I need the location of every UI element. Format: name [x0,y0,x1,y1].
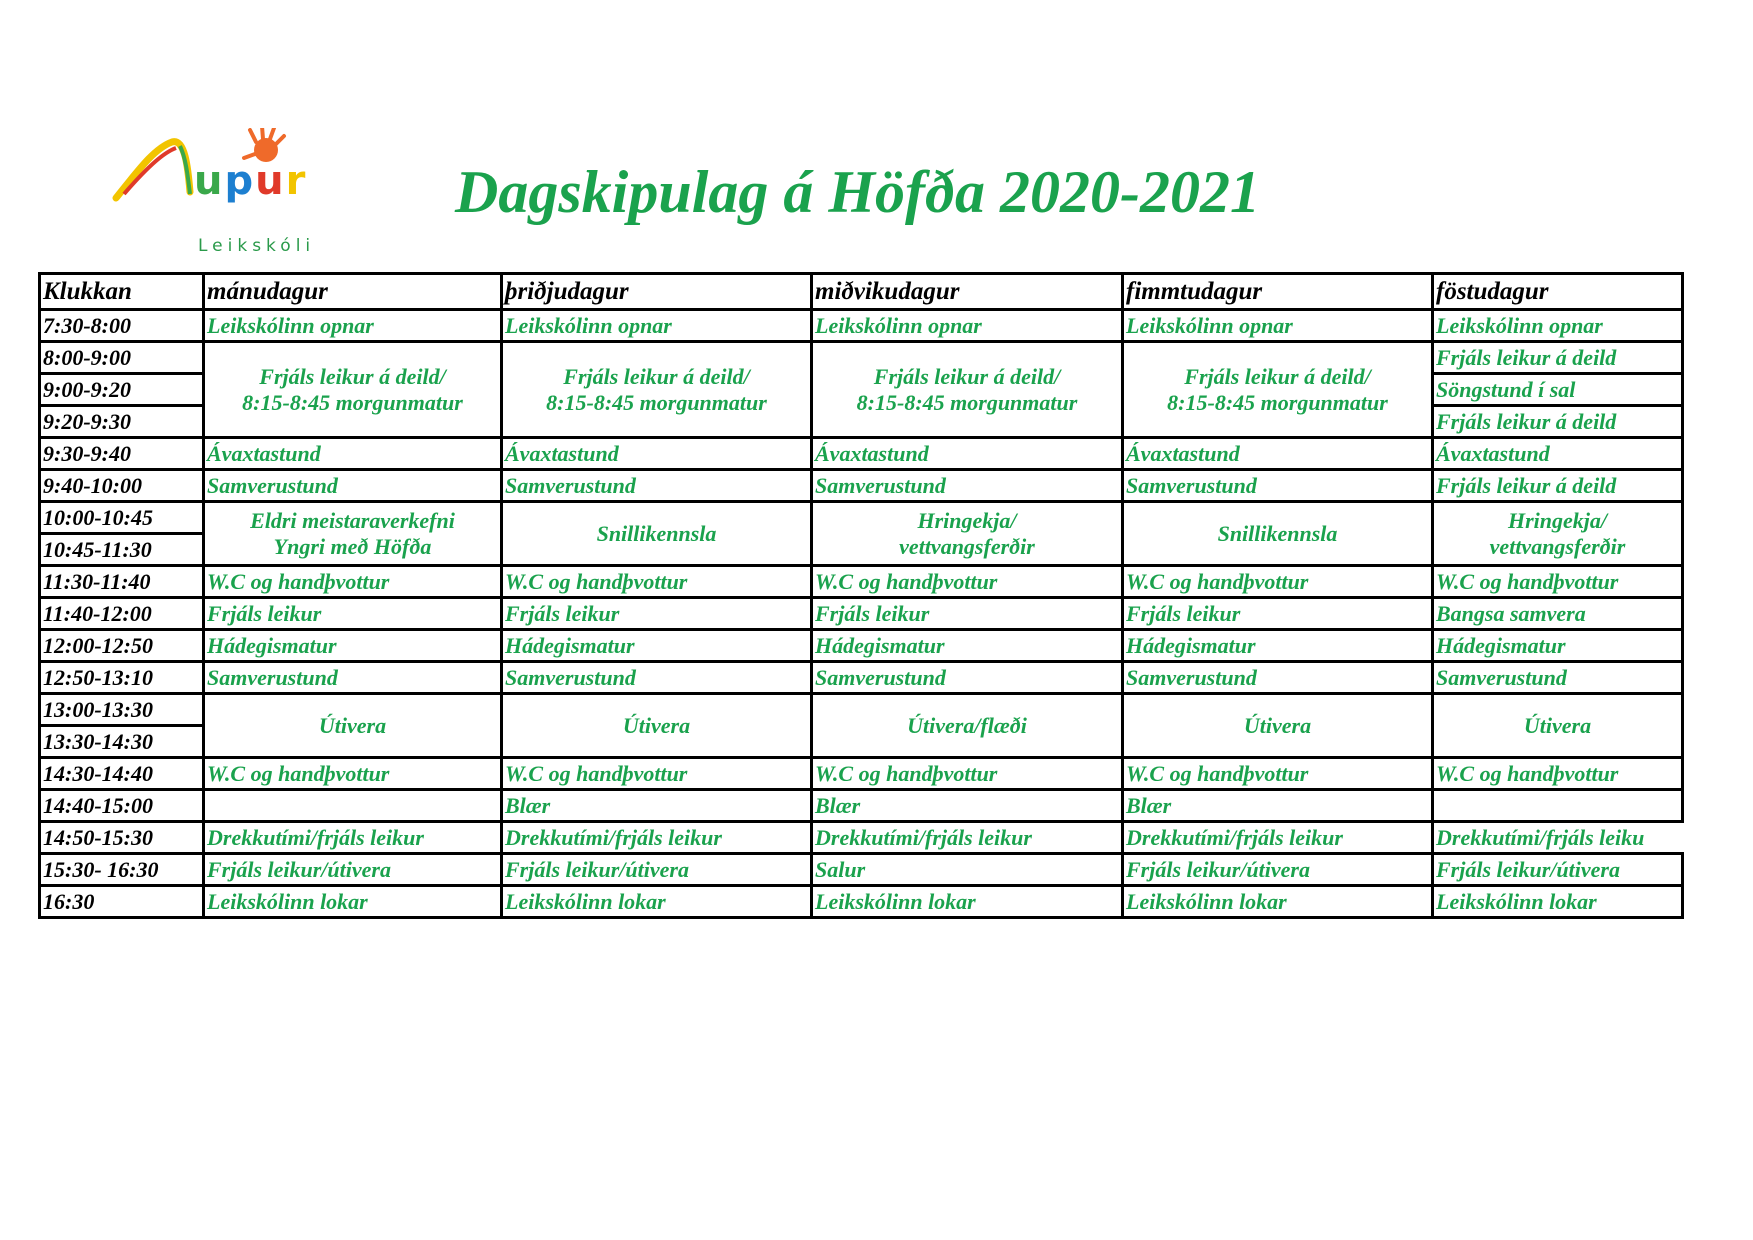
schedule-cell: Ávaxtastund [502,438,812,470]
schedule-cell: W.C og handþvottur [502,566,812,598]
schedule-cell: Samverustund [204,470,502,502]
schedule-cell: Hádegismatur [1433,630,1683,662]
schedule-cell: Leikskólinn opnar [812,310,1123,342]
schedule-cell: Snillikennsla [502,502,812,566]
schedule-cell: Samverustund [502,662,812,694]
logo-letters: upur [194,158,308,204]
logo-subtitle: Leikskóli [198,236,316,256]
cell-line: Frjáls leikur á deild/ [563,363,750,389]
schedule-cell: Leikskólinn lokar [1433,886,1683,918]
schedule-cell: Ávaxtastund [1433,438,1683,470]
schedule-cell: Leikskólinn opnar [1123,310,1433,342]
table-row [40,310,1683,342]
schedule-cell: Samverustund [502,470,812,502]
schedule-cell: Frjáls leikur/útivera [1433,854,1683,886]
time-cell: 11:40-12:00 [40,598,204,630]
table-row [40,630,1683,662]
schedule-cell: Frjáls leikur/útivera [1123,854,1433,886]
schedule-cell: Drekkutími/frjáls leikur [812,822,1123,854]
schedule-cell: Útivera/flæði [812,694,1123,758]
cell-line: Yngri með Höfða [273,533,432,559]
schedule-cell: Frjáls leikur/útivera [204,854,502,886]
schedule-cell: Leikskólinn opnar [204,310,502,342]
schedule-cell: Leikskólinn opnar [1433,310,1683,342]
schedule-cell: Söngstund í sal [1433,374,1683,406]
time-cell: 10:45-11:30 [40,534,204,566]
time-cell: 9:00-9:20 [40,374,204,406]
schedule-cell [812,502,1123,566]
schedule-cell: Frjáls leikur [204,598,502,630]
schedule-cell: Blær [502,790,812,822]
cell-line: Frjáls leikur á deild/ [873,363,1061,389]
cell-line: Hringekja/ [917,507,1017,533]
schedule-cell: Samverustund [812,470,1123,502]
schedule-cell: Drekkutími/frjáls leiku [1433,822,1683,854]
schedule-cell [812,342,1123,438]
table-row [40,854,1683,886]
time-cell: 9:40-10:00 [40,470,204,502]
table-row [40,662,1683,694]
table-row [40,598,1683,630]
time-cell: 14:40-15:00 [40,790,204,822]
schedule-cell: Ávaxtastund [1123,438,1433,470]
table-row [40,886,1683,918]
schedule-cell: Samverustund [1433,662,1683,694]
time-cell: 16:30 [40,886,204,918]
schedule-cell: W.C og handþvottur [812,758,1123,790]
schedule-cell: Blær [1123,790,1433,822]
schedule-cell: Samverustund [1123,662,1433,694]
schedule-cell: W.C og handþvottur [1123,758,1433,790]
header-tuesday: þriðjudagur [502,274,812,310]
schedule-cell: W.C og handþvottur [502,758,812,790]
schedule-cell: Hádegismatur [1123,630,1433,662]
schedule-cell: Snillikennsla [1123,502,1433,566]
table-row [40,822,1683,854]
table-row [40,438,1683,470]
schedule-cell: W.C og handþvottur [812,566,1123,598]
schedule-cell: Drekkutími/frjáls leikur [204,822,502,854]
schedule-cell: Salur [812,854,1123,886]
cell-line: vettvangsferðir [899,533,1035,559]
cell-line: vettvangsferðir [1489,533,1626,559]
schedule-cell: W.C og handþvottur [204,566,502,598]
schedule-cell [204,502,502,566]
schedule-cell: Útivera [204,694,502,758]
cell-line: Eldri meistaraverkefni [250,507,455,533]
time-cell: 14:50-15:30 [40,822,204,854]
schedule-cell [1123,342,1433,438]
header-row [40,274,1683,310]
schedule-cell: W.C og handþvottur [1123,566,1433,598]
schedule-cell: Drekkutími/frjáls leikur [1123,822,1433,854]
schedule-cell: Frjáls leikur á deild [1433,470,1683,502]
schedule-cell: Frjáls leikur [812,598,1123,630]
time-cell: 14:30-14:40 [40,758,204,790]
schedule-cell: W.C og handþvottur [204,758,502,790]
time-cell: 12:00-12:50 [40,630,204,662]
schedule-cell [1433,502,1683,566]
header-time: Klukkan [40,274,204,310]
schedule-cell [204,342,502,438]
time-cell: 13:00-13:30 [40,694,204,726]
header-wednesday: miðvikudagur [812,274,1123,310]
table-row [40,694,1683,726]
schedule-cell: Leikskólinn lokar [502,886,812,918]
header-thursday: fimmtudagur [1123,274,1433,310]
schedule-cell: Hádegismatur [812,630,1123,662]
schedule-cell: Drekkutími/frjáls leikur [502,822,812,854]
table-row [40,790,1683,822]
schedule-cell: Samverustund [1123,470,1433,502]
cell-line: 8:15-8:45 morgunmatur [242,389,463,415]
schedule-cell: Frjáls leikur [502,598,812,630]
page-title: Dagskipulag á Höfða 2020-2021 [455,159,1261,225]
time-cell: 8:00-9:00 [40,342,204,374]
time-cell: 7:30-8:00 [40,310,204,342]
cell-line: 8:15-8:45 morgunmatur [856,389,1078,415]
schedule-cell: Leikskólinn opnar [502,310,812,342]
cell-line: 8:15-8:45 morgunmatur [1167,389,1388,415]
time-cell: 9:20-9:30 [40,406,204,438]
schedule-cell: W.C og handþvottur [1433,566,1683,598]
schedule-cell: Frjáls leikur á deild [1433,342,1683,374]
cell-line: 8:15-8:45 morgunmatur [546,389,767,415]
time-cell: 10:00-10:45 [40,502,204,534]
schedule-cell: Leikskólinn lokar [812,886,1123,918]
schedule-table [38,272,1684,919]
time-cell: 13:30-14:30 [40,726,204,758]
time-cell: 15:30- 16:30 [40,854,204,886]
cell-line: Frjáls leikur á deild/ [1184,363,1371,389]
schedule-cell-empty [204,790,502,822]
table-row [40,470,1683,502]
schedule-cell-empty [1433,790,1683,822]
schedule-cell: Útivera [502,694,812,758]
header-friday: föstudagur [1433,274,1683,310]
cell-line: Frjáls leikur á deild/ [259,363,446,389]
schedule-cell: Frjáls leikur [1123,598,1433,630]
schedule-cell: Hádegismatur [502,630,812,662]
table-row [40,502,1683,534]
table-row [40,566,1683,598]
schedule-cell [502,342,812,438]
schedule-cell: Frjáls leikur á deild [1433,406,1683,438]
table-row [40,758,1683,790]
schedule-cell: Leikskólinn lokar [204,886,502,918]
schedule-cell: Útivera [1433,694,1683,758]
table-row [40,342,1683,374]
schedule-cell: Samverustund [812,662,1123,694]
hand-icon [244,128,284,162]
schedule-cell: Blær [812,790,1123,822]
schedule-cell: W.C og handþvottur [1433,758,1683,790]
time-cell: 12:50-13:10 [40,662,204,694]
schedule-cell: Ávaxtastund [204,438,502,470]
header-monday: mánudagur [204,274,502,310]
schedule-cell: Leikskólinn lokar [1123,886,1433,918]
schedule-cell: Samverustund [204,662,502,694]
schedule-cell: Bangsa samvera [1433,598,1683,630]
cell-line: Hringekja/ [1507,507,1607,533]
time-cell: 11:30-11:40 [40,566,204,598]
schedule-cell: Ávaxtastund [812,438,1123,470]
schedule-cell: Hádegismatur [204,630,502,662]
schedule-cell: Útivera [1123,694,1433,758]
time-cell: 9:30-9:40 [40,438,204,470]
schedule-cell: Frjáls leikur/útivera [502,854,812,886]
